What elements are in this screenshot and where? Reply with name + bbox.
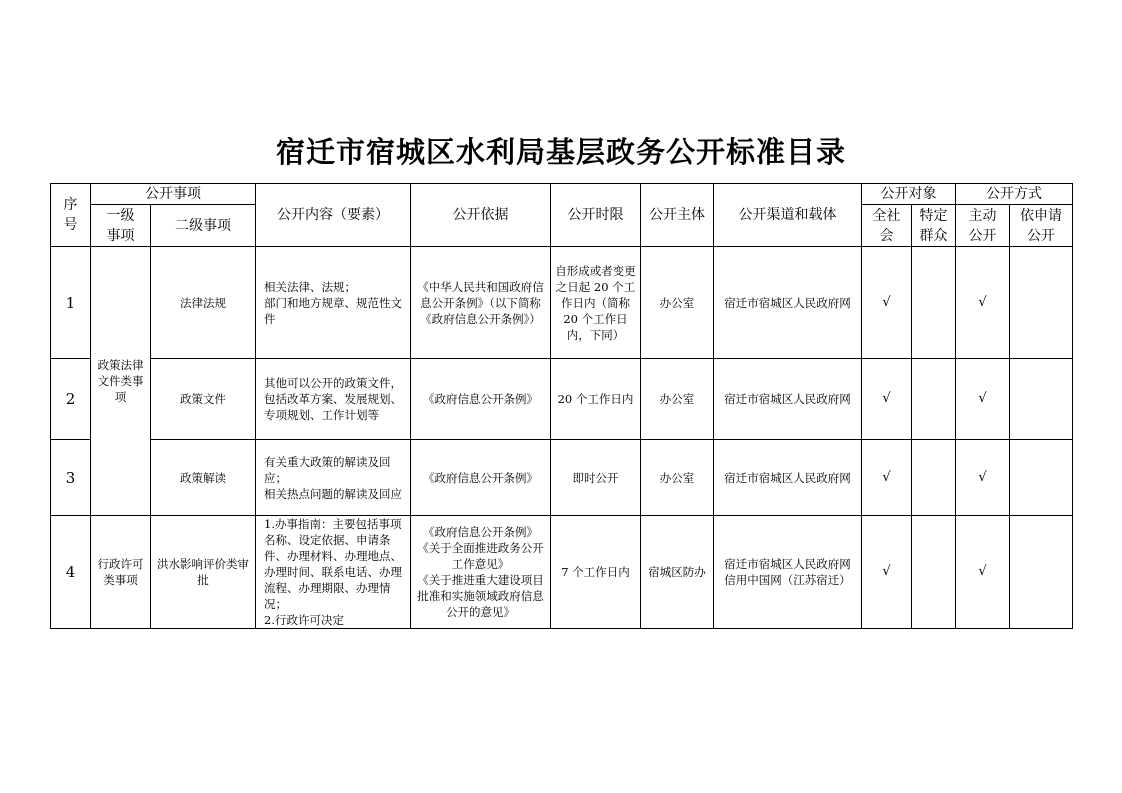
- row-specific-check: [912, 359, 956, 440]
- row-level1: 行政许可类事项: [91, 516, 151, 629]
- row-request-check: [1010, 440, 1073, 516]
- document-title: 宿迁市宿城区水利局基层政务公开标准目录: [275, 135, 846, 169]
- row-seq: 4: [51, 516, 91, 629]
- row-content: 相关法律、法规； 部门和地方规章、规范性文件: [256, 247, 411, 359]
- row-basis: 《政府信息公开条例》: [411, 440, 551, 516]
- row-subject: 宿城区防办: [641, 516, 714, 629]
- row-basis: 《政府信息公开条例》: [411, 359, 551, 440]
- row-time-limit: 即时公开: [551, 440, 641, 516]
- row-seq: 1: [51, 247, 91, 359]
- row-time-limit: 7 个工作日内: [551, 516, 641, 629]
- header-basis: 公开依据: [411, 184, 551, 247]
- row-time-limit: 自形成或者变更之日起 20 个工作日内（简称 20 个工作日内，下同）: [551, 247, 641, 359]
- header-method-request: 依申请 公开: [1010, 205, 1073, 247]
- row-all-check: √: [862, 247, 912, 359]
- row-content: 1.办事指南：主要包括事项名称、设定依据、申请条件、办理材料、办理地点、办理时间、联系电话、办理流程、办理期限、办理情况； 2.行政许可决定: [256, 516, 411, 629]
- header-subject: 公开主体: [641, 184, 714, 247]
- row-specific-check: [912, 247, 956, 359]
- row-request-check: [1010, 516, 1073, 629]
- row-content: 其他可以公开的政策文件，包括改革方案、发展规划、专项规划、工作计划等: [256, 359, 411, 440]
- row-channel: 宿迁市宿城区人民政府网: [714, 359, 862, 440]
- row-all-check: √: [862, 516, 912, 629]
- row-channel: 宿迁市宿城区人民政府网: [714, 247, 862, 359]
- row-basis: 《政府信息公开条例》 《关于全面推进政务公开工作意见》 《关于推进重大建设项目批准和实施领域政府信息公开的意见》: [411, 516, 551, 629]
- header-items: 公开事项: [91, 184, 256, 205]
- header-target-all: 全社 会: [862, 205, 912, 247]
- table-row: [51, 516, 1073, 629]
- row-specific-check: [912, 516, 956, 629]
- row-active-check: √: [956, 247, 1010, 359]
- row-all-check: √: [862, 440, 912, 516]
- catalog-table: [50, 183, 1073, 629]
- header-content: 公开内容（要素）: [256, 184, 411, 247]
- row-basis: 《中华人民共和国政府信息公开条例》（以下简称《政府信息公开条例》）: [411, 247, 551, 359]
- row-channel: 宿迁市宿城区人民政府网 信用中国网（江苏宿迁）: [714, 516, 862, 629]
- row-active-check: √: [956, 440, 1010, 516]
- row-level1: 政策法律文件类事项: [91, 247, 151, 516]
- row-subject: 办公室: [641, 440, 714, 516]
- row-subject: 办公室: [641, 359, 714, 440]
- row-level2: 洪水影响评价类审批: [151, 516, 256, 629]
- row-level2: 法律法规: [151, 247, 256, 359]
- header-level2: 二级事项: [151, 205, 256, 247]
- row-all-check: √: [862, 359, 912, 440]
- row-request-check: [1010, 359, 1073, 440]
- header-method: 公开方式: [956, 184, 1073, 205]
- row-request-check: [1010, 247, 1073, 359]
- row-seq: 3: [51, 440, 91, 516]
- row-channel: 宿迁市宿城区人民政府网: [714, 440, 862, 516]
- header-method-active: 主动 公开: [956, 205, 1010, 247]
- row-seq: 2: [51, 359, 91, 440]
- header-seq: 序 号: [51, 184, 91, 247]
- row-active-check: √: [956, 516, 1010, 629]
- row-active-check: √: [956, 359, 1010, 440]
- header-channel: 公开渠道和载体: [714, 184, 862, 247]
- row-time-limit: 20 个工作日内: [551, 359, 641, 440]
- header-target-specific: 特定 群众: [912, 205, 956, 247]
- header-time-limit: 公开时限: [551, 184, 641, 247]
- row-level2: 政策文件: [151, 359, 256, 440]
- row-subject: 办公室: [641, 247, 714, 359]
- header-target: 公开对象: [862, 184, 956, 205]
- table-row: [51, 359, 1073, 440]
- row-specific-check: [912, 440, 956, 516]
- header-level1: 一级 事项: [91, 205, 151, 247]
- table-row: [51, 440, 1073, 516]
- row-content: 有关重大政策的解读及回应； 相关热点问题的解读及回应: [256, 440, 411, 516]
- table-row: [51, 247, 1073, 359]
- row-level2: 政策解读: [151, 440, 256, 516]
